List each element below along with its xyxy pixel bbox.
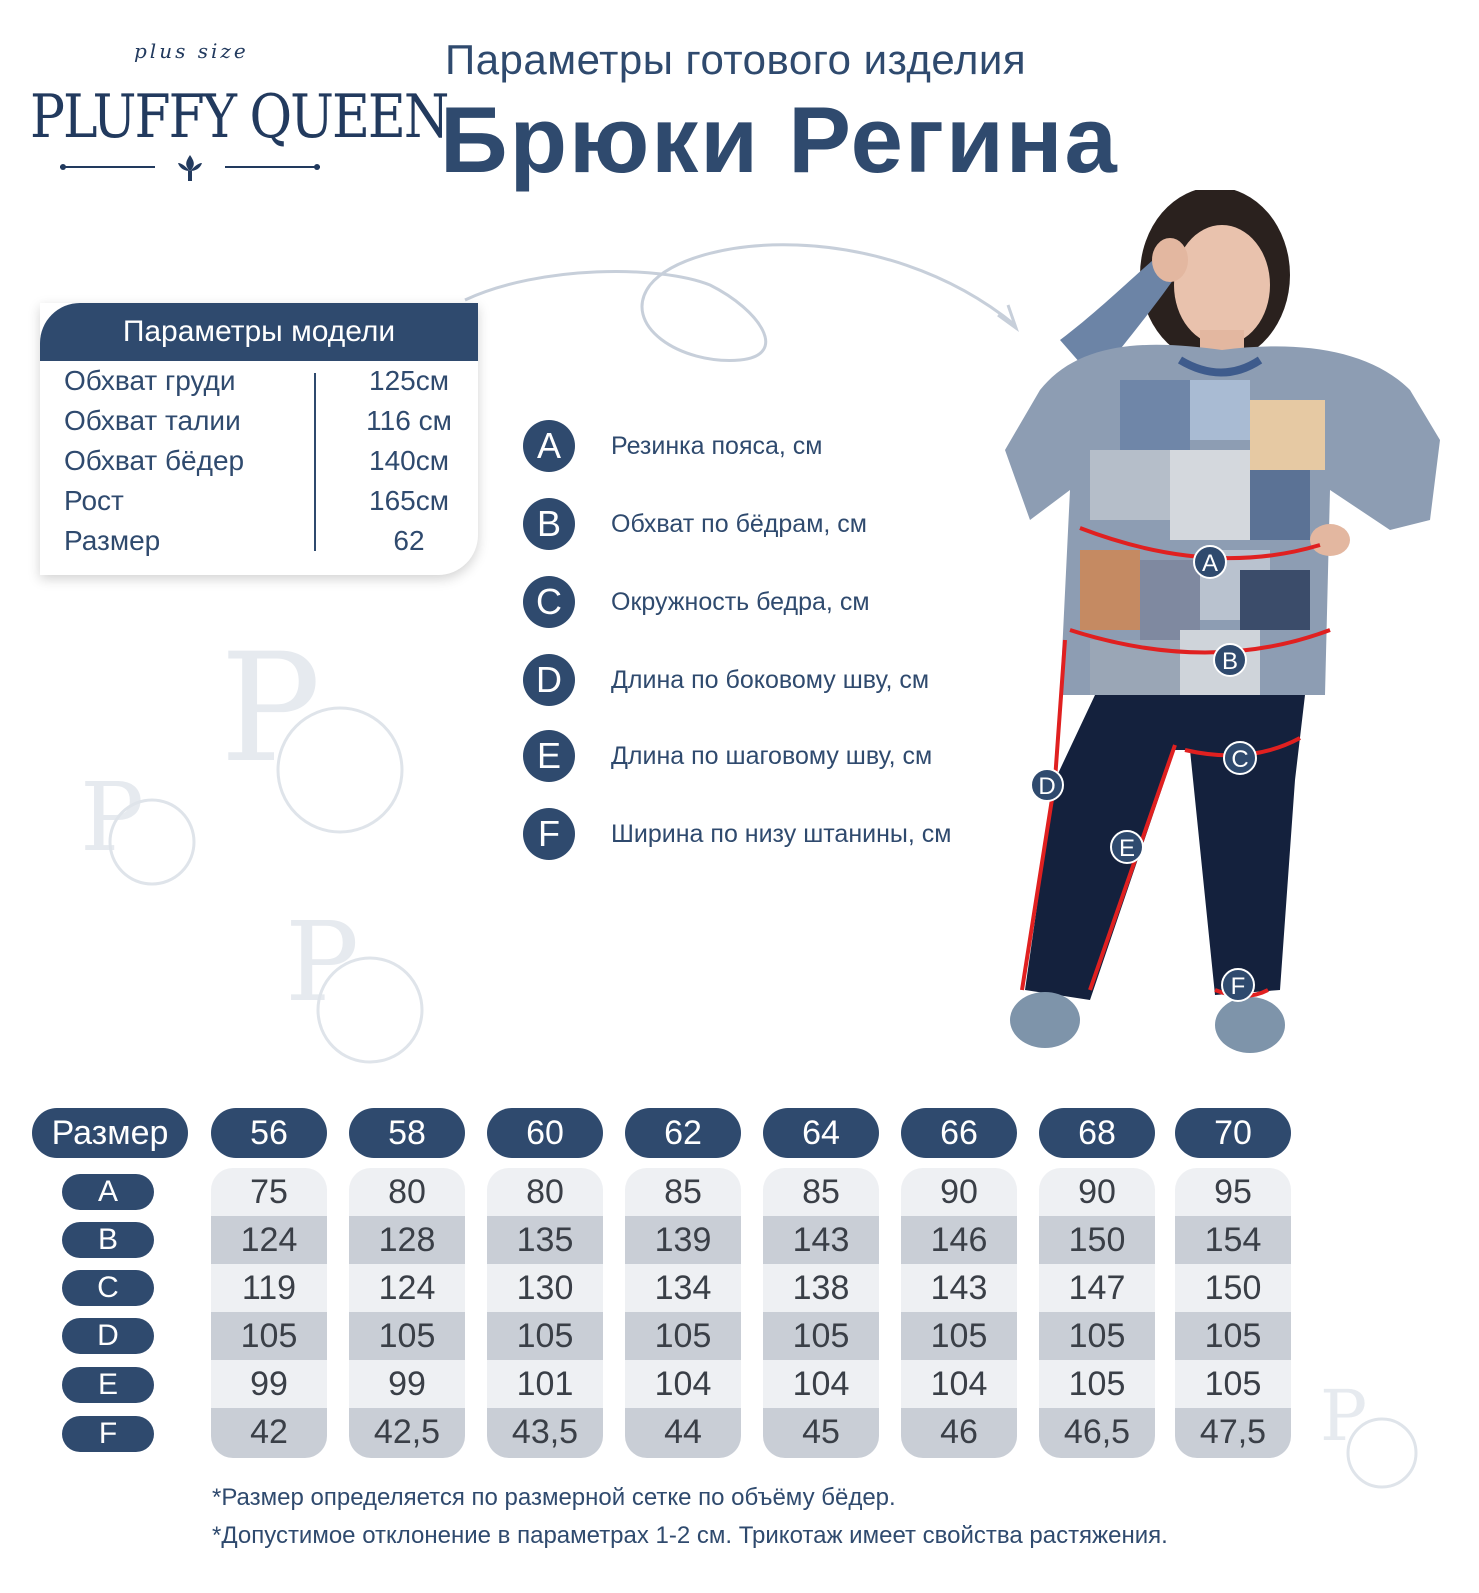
legend-text: Ширина по низу штанины, см	[611, 820, 952, 848]
table-cell: 105	[1039, 1312, 1155, 1360]
legend-badge: E	[523, 730, 575, 782]
size-column-header: 56	[211, 1108, 327, 1158]
size-column	[763, 1168, 879, 1458]
marker-b: B	[1221, 648, 1239, 675]
page-subtitle: Параметры готового изделия	[445, 36, 1027, 83]
table-cell: 150	[1175, 1264, 1291, 1312]
model-params-card	[40, 303, 478, 575]
table-cell: 105	[625, 1312, 741, 1360]
model-param-row	[64, 525, 464, 565]
table-cell: 146	[901, 1216, 1017, 1264]
table-cell: 105	[349, 1312, 465, 1360]
table-cell: 46	[901, 1408, 1017, 1458]
table-cell: 143	[763, 1216, 879, 1264]
legend-item-d	[523, 654, 1043, 710]
table-cell: 45	[763, 1408, 879, 1458]
watermark-pq-small	[1320, 1375, 1430, 1505]
table-cell: 130	[487, 1264, 603, 1312]
logo-tagline: plus size	[134, 39, 249, 63]
table-cell: 135	[487, 1216, 603, 1264]
legend-badge: B	[523, 498, 575, 550]
table-cell: 119	[211, 1264, 327, 1312]
param-value: 165см	[369, 485, 449, 516]
param-label: Рост	[64, 485, 124, 516]
legend-text: Обхват по бёдрам, см	[611, 510, 867, 538]
model-param-row	[64, 365, 464, 405]
table-cell: 143	[901, 1264, 1017, 1312]
table-cell: 147	[1039, 1264, 1155, 1312]
param-value: 125см	[369, 365, 449, 396]
legend-item-c	[523, 576, 1043, 632]
table-cell: 124	[211, 1216, 327, 1264]
legend-text: Окружность бедра, см	[611, 588, 870, 616]
table-cell: 105	[487, 1312, 603, 1360]
table-cell: 105	[1175, 1360, 1291, 1408]
brand-logo	[30, 35, 448, 185]
table-cell: 124	[349, 1264, 465, 1312]
table-cell: 104	[625, 1360, 741, 1408]
row-label-d: D	[62, 1318, 154, 1354]
size-column	[349, 1168, 465, 1458]
model-param-row	[64, 485, 464, 525]
table-cell: 44	[625, 1408, 741, 1458]
marker-f: F	[1230, 973, 1246, 1000]
size-column-header: 62	[625, 1108, 741, 1158]
legend-text: Длина по шаговому шву, см	[611, 742, 933, 770]
table-cell: 99	[349, 1360, 465, 1408]
size-column	[1039, 1168, 1155, 1458]
footnote: *Допустимое отклонение в параметрах 1-2 см. Трикотаж имеет свойства растяжения.	[212, 1522, 1168, 1549]
param-value: 62	[393, 525, 425, 556]
svg-text:P: P	[285, 898, 360, 1026]
table-cell: 101	[487, 1360, 603, 1408]
table-cell: 75	[211, 1168, 327, 1216]
svg-text:P: P	[1320, 1375, 1368, 1457]
param-label: Размер	[64, 525, 161, 556]
size-column-header: 70	[1175, 1108, 1291, 1158]
table-cell: 105	[901, 1312, 1017, 1360]
model-photo	[1000, 190, 1450, 1070]
page-title: Брюки Регина	[440, 87, 1119, 192]
logo-name: PLUFFY QUEEN	[30, 83, 448, 152]
watermark-pq-monogram	[70, 610, 450, 1080]
marker-e: E	[1118, 835, 1136, 862]
legend-badge: D	[523, 654, 575, 706]
legend-item-a	[523, 420, 1043, 476]
row-label-f: F	[62, 1416, 154, 1452]
size-column	[625, 1168, 741, 1458]
legend-text: Длина по боковому шву, см	[611, 666, 930, 694]
legend-text: Резинка пояса, см	[611, 432, 823, 460]
legend-badge: C	[523, 576, 575, 628]
size-column	[211, 1168, 327, 1458]
table-cell: 42	[211, 1408, 327, 1458]
legend-item-f	[523, 808, 1043, 864]
table-cell: 139	[625, 1216, 741, 1264]
swirl-arrow-icon	[460, 225, 1030, 375]
svg-text:P: P	[220, 622, 321, 796]
row-label-c: C	[62, 1270, 154, 1306]
model-param-row	[64, 445, 464, 485]
table-cell: 105	[211, 1312, 327, 1360]
param-label: Обхват груди	[64, 365, 236, 396]
size-column	[901, 1168, 1017, 1458]
param-label: Обхват бёдер	[64, 445, 245, 476]
size-column-header: 64	[763, 1108, 879, 1158]
size-column-header: 68	[1039, 1108, 1155, 1158]
param-value: 140см	[369, 445, 449, 476]
table-cell: 85	[625, 1168, 741, 1216]
legend-badge: F	[523, 808, 575, 860]
table-cell: 80	[487, 1168, 603, 1216]
svg-text:P: P	[80, 763, 144, 873]
table-cell: 104	[763, 1360, 879, 1408]
size-column	[1175, 1168, 1291, 1458]
row-label-a: A	[62, 1174, 154, 1210]
table-cell: 85	[763, 1168, 879, 1216]
marker-d: D	[1038, 773, 1056, 800]
table-cell: 46,5	[1039, 1408, 1155, 1458]
legend-badge: A	[523, 420, 575, 472]
param-value: 116 см	[366, 405, 452, 436]
table-cell: 134	[625, 1264, 741, 1312]
size-header-label: Размер	[32, 1108, 188, 1158]
marker-a: A	[1201, 550, 1219, 577]
size-column-header: 58	[349, 1108, 465, 1158]
table-cell: 105	[1175, 1312, 1291, 1360]
param-label: Обхват талии	[64, 405, 241, 436]
legend-item-b	[523, 498, 1043, 554]
table-cell: 105	[1039, 1360, 1155, 1408]
size-column-header: 66	[901, 1108, 1017, 1158]
table-cell: 99	[211, 1360, 327, 1408]
fleur-de-lis-icon	[60, 153, 320, 183]
table-cell: 154	[1175, 1216, 1291, 1264]
model-param-row	[64, 405, 464, 445]
table-cell: 95	[1175, 1168, 1291, 1216]
marker-c: C	[1231, 746, 1249, 773]
size-column-header: 60	[487, 1108, 603, 1158]
row-label-e: E	[62, 1367, 154, 1403]
model-params-title: Параметры модели	[40, 303, 478, 361]
row-label-b: B	[62, 1222, 154, 1258]
table-cell: 138	[763, 1264, 879, 1312]
table-cell: 47,5	[1175, 1408, 1291, 1458]
footnote: *Размер определяется по размерной сетке по объёму бёдер.	[212, 1484, 896, 1511]
table-cell: 43,5	[487, 1408, 603, 1458]
legend-item-e	[523, 730, 1043, 786]
table-cell: 90	[901, 1168, 1017, 1216]
table-cell: 128	[349, 1216, 465, 1264]
table-cell: 105	[763, 1312, 879, 1360]
table-cell: 90	[1039, 1168, 1155, 1216]
table-cell: 104	[901, 1360, 1017, 1408]
size-column	[487, 1168, 603, 1458]
table-cell: 150	[1039, 1216, 1155, 1264]
table-cell: 80	[349, 1168, 465, 1216]
table-cell: 42,5	[349, 1408, 465, 1458]
